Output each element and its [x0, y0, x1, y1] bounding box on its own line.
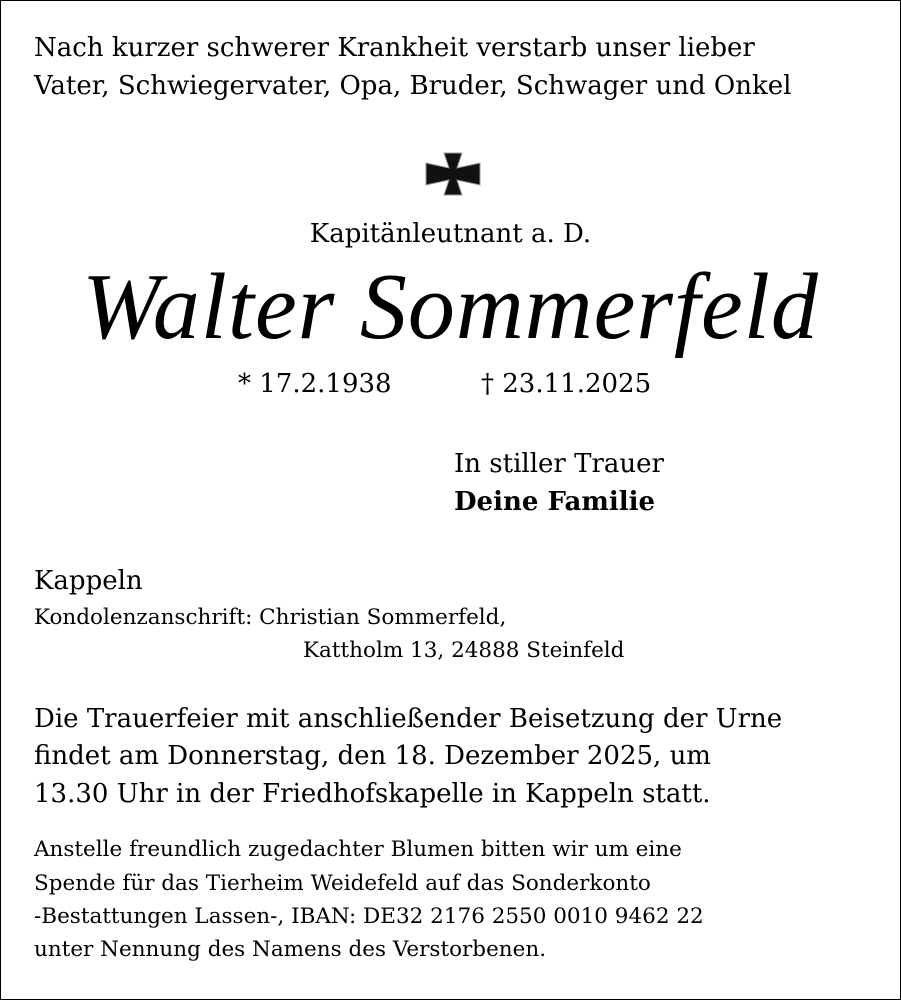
- intro-line: Nach kurzer schwerer Krankheit verstarb unser lieber: [34, 33, 755, 63]
- birth-date: * 17.2.1938: [238, 369, 392, 399]
- iron-cross-icon: [424, 151, 482, 197]
- mourning-line: In stiller Trauer: [454, 449, 664, 479]
- place: Kappeln: [34, 566, 143, 596]
- condolence-address: Kondolenzanschrift: Christian Sommerfeld,: [34, 605, 507, 630]
- donation-line: Spende für das Tierheim Weidefeld auf das Sonderkonto: [34, 871, 651, 896]
- service-line: Die Trauerfeier mit anschließender Beisetzung der Urne: [34, 704, 783, 734]
- service-line: 13.30 Uhr in der Friedhofskapelle in Kappeln statt.: [34, 779, 711, 809]
- donation-line: Anstelle freundlich zugedachter Blumen bitten wir um eine: [34, 837, 682, 862]
- service-line: findet am Donnerstag, den 18. Dezember 2025, um: [34, 741, 711, 771]
- condolence-street: Kattholm 13, 24888 Steinfeld: [303, 638, 625, 663]
- donation-line: unter Nennung des Namens des Verstorbenen.: [34, 937, 547, 962]
- family-signature: Deine Familie: [454, 487, 656, 517]
- death-date: † 23.11.2025: [481, 369, 652, 399]
- rank: Kapitänleutnant a. D.: [309, 219, 592, 249]
- donation-line: -Bestattungen Lassen-, IBAN: DE32 2176 2550 0010 9462 22: [34, 904, 704, 929]
- intro-line: Vater, Schwiegervater, Opa, Bruder, Schwager und Onkel: [34, 71, 792, 101]
- deceased-name: Walter Sommerfeld: [82, 255, 819, 359]
